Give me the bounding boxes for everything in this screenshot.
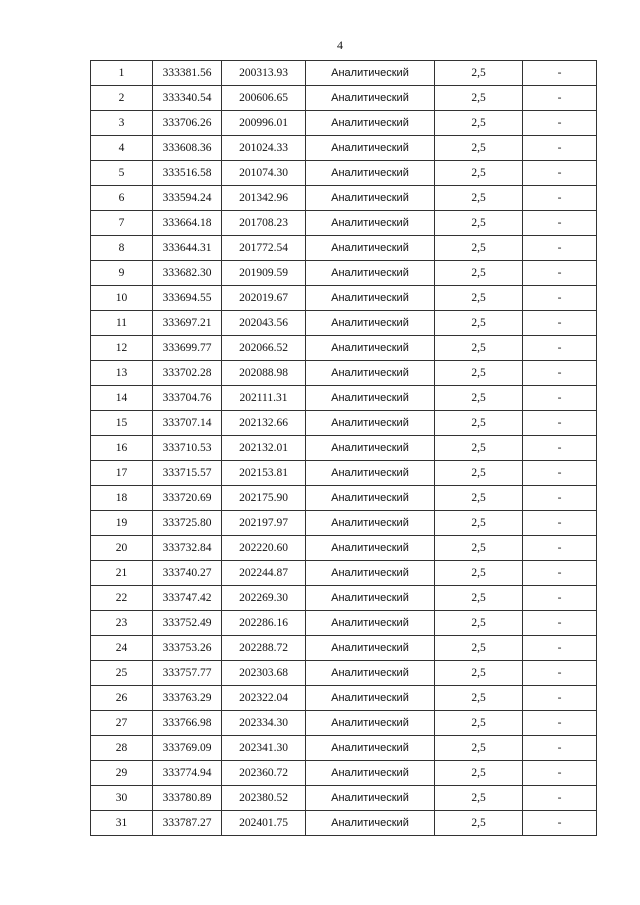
y-coordinate-cell: 202380.52: [222, 786, 306, 811]
x-coordinate-cell: 333707.14: [153, 411, 222, 436]
point-number-cell: 1: [91, 61, 153, 86]
table-row: [91, 611, 597, 636]
accuracy-cell: 2,5: [435, 586, 523, 611]
accuracy-cell: 2,5: [435, 261, 523, 286]
y-coordinate-cell: 202111.31: [222, 386, 306, 411]
description-cell: -: [523, 161, 597, 186]
x-coordinate-cell: 333608.36: [153, 136, 222, 161]
table-row: [91, 261, 597, 286]
x-coordinate-cell: 333694.55: [153, 286, 222, 311]
y-coordinate-cell: 202244.87: [222, 561, 306, 586]
y-coordinate-cell: 202043.56: [222, 311, 306, 336]
table-row: [91, 536, 597, 561]
x-coordinate-cell: 333757.77: [153, 661, 222, 686]
y-coordinate-cell: 202132.01: [222, 436, 306, 461]
table-row: [91, 311, 597, 336]
x-coordinate-cell: 333697.21: [153, 311, 222, 336]
accuracy-cell: 2,5: [435, 611, 523, 636]
accuracy-cell: 2,5: [435, 161, 523, 186]
point-number-cell: 15: [91, 411, 153, 436]
description-cell: -: [523, 336, 597, 361]
x-coordinate-cell: 333753.26: [153, 636, 222, 661]
table-row: [91, 511, 597, 536]
method-cell: Аналитический: [306, 61, 435, 86]
y-coordinate-cell: 202019.67: [222, 286, 306, 311]
accuracy-cell: 2,5: [435, 111, 523, 136]
point-number-cell: 27: [91, 711, 153, 736]
table-row: [91, 386, 597, 411]
accuracy-cell: 2,5: [435, 736, 523, 761]
accuracy-cell: 2,5: [435, 61, 523, 86]
table-row: [91, 736, 597, 761]
table-row: [91, 486, 597, 511]
point-number-cell: 22: [91, 586, 153, 611]
x-coordinate-cell: 333381.56: [153, 61, 222, 86]
table-row: [91, 461, 597, 486]
x-coordinate-cell: 333720.69: [153, 486, 222, 511]
point-number-cell: 16: [91, 436, 153, 461]
description-cell: -: [523, 461, 597, 486]
accuracy-cell: 2,5: [435, 461, 523, 486]
x-coordinate-cell: 333706.26: [153, 111, 222, 136]
accuracy-cell: 2,5: [435, 761, 523, 786]
x-coordinate-cell: 333740.27: [153, 561, 222, 586]
method-cell: Аналитический: [306, 511, 435, 536]
coordinates-table: [90, 60, 597, 836]
x-coordinate-cell: 333715.57: [153, 461, 222, 486]
accuracy-cell: 2,5: [435, 286, 523, 311]
description-cell: -: [523, 111, 597, 136]
x-coordinate-cell: 333747.42: [153, 586, 222, 611]
point-number-cell: 29: [91, 761, 153, 786]
accuracy-cell: 2,5: [435, 211, 523, 236]
method-cell: Аналитический: [306, 636, 435, 661]
accuracy-cell: 2,5: [435, 136, 523, 161]
method-cell: Аналитический: [306, 286, 435, 311]
table-row: [91, 286, 597, 311]
method-cell: Аналитический: [306, 186, 435, 211]
description-cell: -: [523, 761, 597, 786]
y-coordinate-cell: 200996.01: [222, 111, 306, 136]
y-coordinate-cell: 202341.30: [222, 736, 306, 761]
y-coordinate-cell: 202360.72: [222, 761, 306, 786]
point-number-cell: 24: [91, 636, 153, 661]
table-row: [91, 336, 597, 361]
y-coordinate-cell: 202288.72: [222, 636, 306, 661]
table-row: [91, 136, 597, 161]
x-coordinate-cell: 333766.98: [153, 711, 222, 736]
x-coordinate-cell: 333769.09: [153, 736, 222, 761]
x-coordinate-cell: 333732.84: [153, 536, 222, 561]
accuracy-cell: 2,5: [435, 86, 523, 111]
method-cell: Аналитический: [306, 386, 435, 411]
method-cell: Аналитический: [306, 411, 435, 436]
method-cell: Аналитический: [306, 711, 435, 736]
y-coordinate-cell: 202088.98: [222, 361, 306, 386]
table-row: [91, 786, 597, 811]
point-number-cell: 30: [91, 786, 153, 811]
point-number-cell: 31: [91, 811, 153, 836]
y-coordinate-cell: 202132.66: [222, 411, 306, 436]
accuracy-cell: 2,5: [435, 561, 523, 586]
description-cell: -: [523, 436, 597, 461]
description-cell: -: [523, 411, 597, 436]
table-row: [91, 111, 597, 136]
table-row: [91, 186, 597, 211]
point-number-cell: 17: [91, 461, 153, 486]
method-cell: Аналитический: [306, 561, 435, 586]
point-number-cell: 13: [91, 361, 153, 386]
accuracy-cell: 2,5: [435, 661, 523, 686]
description-cell: -: [523, 361, 597, 386]
accuracy-cell: 2,5: [435, 786, 523, 811]
x-coordinate-cell: 333704.76: [153, 386, 222, 411]
description-cell: -: [523, 636, 597, 661]
accuracy-cell: 2,5: [435, 186, 523, 211]
description-cell: -: [523, 611, 597, 636]
table-row: [91, 436, 597, 461]
y-coordinate-cell: 202334.30: [222, 711, 306, 736]
x-coordinate-cell: 333774.94: [153, 761, 222, 786]
x-coordinate-cell: 333752.49: [153, 611, 222, 636]
method-cell: Аналитический: [306, 361, 435, 386]
accuracy-cell: 2,5: [435, 486, 523, 511]
accuracy-cell: 2,5: [435, 511, 523, 536]
method-cell: Аналитический: [306, 111, 435, 136]
method-cell: Аналитический: [306, 611, 435, 636]
description-cell: -: [523, 136, 597, 161]
y-coordinate-cell: 202269.30: [222, 586, 306, 611]
accuracy-cell: 2,5: [435, 536, 523, 561]
method-cell: Аналитический: [306, 786, 435, 811]
accuracy-cell: 2,5: [435, 311, 523, 336]
accuracy-cell: 2,5: [435, 361, 523, 386]
point-number-cell: 8: [91, 236, 153, 261]
description-cell: -: [523, 236, 597, 261]
table-row: [91, 361, 597, 386]
x-coordinate-cell: 333787.27: [153, 811, 222, 836]
description-cell: -: [523, 686, 597, 711]
point-number-cell: 4: [91, 136, 153, 161]
table-row: [91, 661, 597, 686]
point-number-cell: 10: [91, 286, 153, 311]
accuracy-cell: 2,5: [435, 636, 523, 661]
accuracy-cell: 2,5: [435, 811, 523, 836]
method-cell: Аналитический: [306, 161, 435, 186]
y-coordinate-cell: 202175.90: [222, 486, 306, 511]
point-number-cell: 23: [91, 611, 153, 636]
y-coordinate-cell: 201909.59: [222, 261, 306, 286]
x-coordinate-cell: 333725.80: [153, 511, 222, 536]
description-cell: -: [523, 786, 597, 811]
table-row: [91, 811, 597, 836]
accuracy-cell: 2,5: [435, 686, 523, 711]
accuracy-cell: 2,5: [435, 386, 523, 411]
method-cell: Аналитический: [306, 436, 435, 461]
method-cell: Аналитический: [306, 736, 435, 761]
table-row: [91, 411, 597, 436]
description-cell: -: [523, 536, 597, 561]
description-cell: -: [523, 311, 597, 336]
method-cell: Аналитический: [306, 811, 435, 836]
y-coordinate-cell: 202401.75: [222, 811, 306, 836]
description-cell: -: [523, 86, 597, 111]
description-cell: -: [523, 561, 597, 586]
x-coordinate-cell: 333340.54: [153, 86, 222, 111]
description-cell: -: [523, 711, 597, 736]
table-row: [91, 586, 597, 611]
y-coordinate-cell: 202066.52: [222, 336, 306, 361]
y-coordinate-cell: 202303.68: [222, 661, 306, 686]
accuracy-cell: 2,5: [435, 236, 523, 261]
y-coordinate-cell: 202197.97: [222, 511, 306, 536]
description-cell: -: [523, 586, 597, 611]
method-cell: Аналитический: [306, 686, 435, 711]
point-number-cell: 2: [91, 86, 153, 111]
method-cell: Аналитический: [306, 461, 435, 486]
description-cell: -: [523, 661, 597, 686]
description-cell: -: [523, 286, 597, 311]
point-number-cell: 18: [91, 486, 153, 511]
accuracy-cell: 2,5: [435, 411, 523, 436]
method-cell: Аналитический: [306, 211, 435, 236]
accuracy-cell: 2,5: [435, 436, 523, 461]
method-cell: Аналитический: [306, 136, 435, 161]
x-coordinate-cell: 333702.28: [153, 361, 222, 386]
point-number-cell: 3: [91, 111, 153, 136]
y-coordinate-cell: 202322.04: [222, 686, 306, 711]
accuracy-cell: 2,5: [435, 336, 523, 361]
method-cell: Аналитический: [306, 261, 435, 286]
x-coordinate-cell: 333594.24: [153, 186, 222, 211]
description-cell: -: [523, 811, 597, 836]
point-number-cell: 12: [91, 336, 153, 361]
x-coordinate-cell: 333699.77: [153, 336, 222, 361]
method-cell: Аналитический: [306, 311, 435, 336]
y-coordinate-cell: 202220.60: [222, 536, 306, 561]
table-row: [91, 711, 597, 736]
x-coordinate-cell: 333664.18: [153, 211, 222, 236]
point-number-cell: 21: [91, 561, 153, 586]
table-row: [91, 761, 597, 786]
description-cell: -: [523, 186, 597, 211]
method-cell: Аналитический: [306, 536, 435, 561]
table-row: [91, 686, 597, 711]
y-coordinate-cell: 201708.23: [222, 211, 306, 236]
point-number-cell: 19: [91, 511, 153, 536]
description-cell: -: [523, 211, 597, 236]
description-cell: -: [523, 386, 597, 411]
point-number-cell: 28: [91, 736, 153, 761]
x-coordinate-cell: 333516.58: [153, 161, 222, 186]
y-coordinate-cell: 202286.16: [222, 611, 306, 636]
table-row: [91, 211, 597, 236]
coordinates-table-body: [91, 61, 597, 836]
x-coordinate-cell: 333682.30: [153, 261, 222, 286]
y-coordinate-cell: 200606.65: [222, 86, 306, 111]
method-cell: Аналитический: [306, 586, 435, 611]
table-row: [91, 636, 597, 661]
x-coordinate-cell: 333780.89: [153, 786, 222, 811]
method-cell: Аналитический: [306, 761, 435, 786]
point-number-cell: 20: [91, 536, 153, 561]
table-row: [91, 61, 597, 86]
x-coordinate-cell: 333763.29: [153, 686, 222, 711]
point-number-cell: 9: [91, 261, 153, 286]
page-number: 4: [337, 38, 343, 52]
method-cell: Аналитический: [306, 236, 435, 261]
y-coordinate-cell: 201772.54: [222, 236, 306, 261]
point-number-cell: 7: [91, 211, 153, 236]
y-coordinate-cell: 202153.81: [222, 461, 306, 486]
method-cell: Аналитический: [306, 336, 435, 361]
point-number-cell: 11: [91, 311, 153, 336]
table-row: [91, 561, 597, 586]
y-coordinate-cell: 201074.30: [222, 161, 306, 186]
method-cell: Аналитический: [306, 486, 435, 511]
table-row: [91, 236, 597, 261]
point-number-cell: 14: [91, 386, 153, 411]
y-coordinate-cell: 201024.33: [222, 136, 306, 161]
method-cell: Аналитический: [306, 661, 435, 686]
description-cell: -: [523, 61, 597, 86]
point-number-cell: 26: [91, 686, 153, 711]
point-number-cell: 5: [91, 161, 153, 186]
y-coordinate-cell: 201342.96: [222, 186, 306, 211]
method-cell: Аналитический: [306, 86, 435, 111]
table-row: [91, 86, 597, 111]
point-number-cell: 25: [91, 661, 153, 686]
y-coordinate-cell: 200313.93: [222, 61, 306, 86]
accuracy-cell: 2,5: [435, 711, 523, 736]
table-row: [91, 161, 597, 186]
description-cell: -: [523, 486, 597, 511]
x-coordinate-cell: 333644.31: [153, 236, 222, 261]
description-cell: -: [523, 736, 597, 761]
description-cell: -: [523, 261, 597, 286]
description-cell: -: [523, 511, 597, 536]
point-number-cell: 6: [91, 186, 153, 211]
x-coordinate-cell: 333710.53: [153, 436, 222, 461]
